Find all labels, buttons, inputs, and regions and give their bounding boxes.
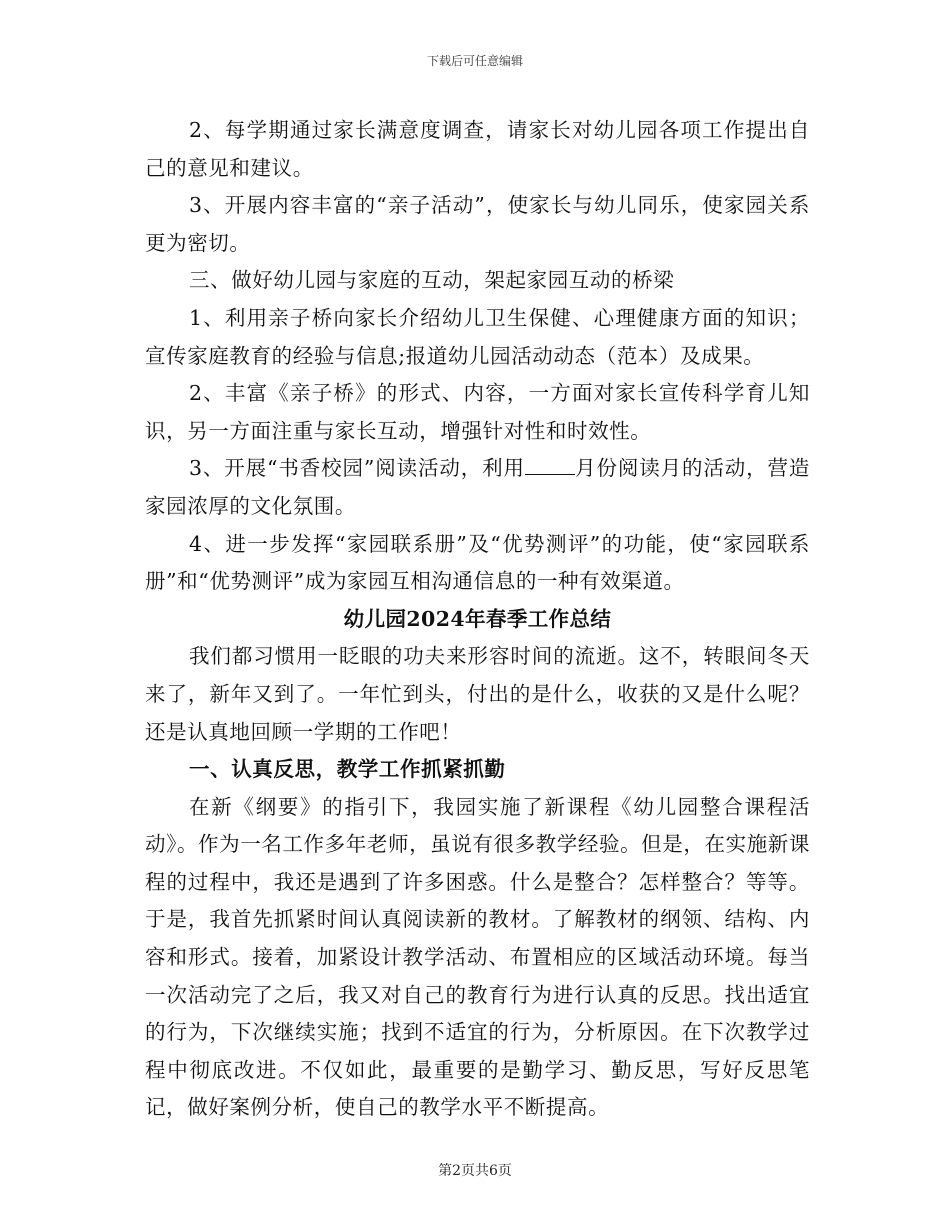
paragraph-parent-child-activity: 3、开展内容丰富的“亲子活动”，使家长与幼儿同乐，使家园关系更为密切。 bbox=[145, 193, 810, 255]
paragraph-qinziqiao-content: 2、丰富《亲子桥》的形式、内容，一方面对家长宣传科学育儿知识，另一方面注重与家长互动，增强针对性和时效性。 bbox=[145, 381, 810, 443]
document-body bbox=[145, 112, 810, 1127]
section-heading-interaction: 三、做好幼儿园与家庭的互动，架起家园互动的桥梁 bbox=[189, 268, 675, 293]
paragraph-reading-activity bbox=[145, 450, 810, 525]
reading-activity-text-before: 3、开展“书香校园”阅读活动，利用 bbox=[189, 456, 525, 481]
paragraph-intro: 我们都习惯用一眨眼的功夫来形容时间的流逝。这不，转眼间冬天来了，新年又到了。一年忙到头，付出的是什么，收获的又是什么呢？还是认真地回顾一学期的工作吧！ bbox=[145, 644, 810, 744]
paragraph-contact-book: 4、进一步发挥“家园联系册”及“优势测评”的功能，使“家园联系册”和“优势测评”成为家园互相沟通信息的一种有效渠道。 bbox=[145, 531, 810, 594]
paragraph-qinziqiao-intro: 1、利用亲子桥向家长介绍幼儿卫生保健、心理健康方面的知识；宣传家庭教育的经验与信息;报道幼儿园活动动态（范本）及成果。 bbox=[145, 305, 810, 368]
document-title: 幼儿园2024年春季工作总结 bbox=[343, 606, 612, 631]
paragraph-survey: 2、每学期通过家长满意度调查，请家长对幼儿园各项工作提出自己的意见和建议。 bbox=[145, 118, 810, 180]
page-header-note: 下载后可任意编辑 bbox=[426, 54, 523, 68]
page-number: 第2页共6页 bbox=[438, 1163, 512, 1179]
reading-activity-text-after: 月份阅读月的活动，营造家园浓厚的文化氛围。 bbox=[145, 456, 810, 518]
fill-in-blank bbox=[525, 458, 575, 475]
section-heading-reflection: 一、认真反思，教学工作抓紧抓勤 bbox=[189, 757, 506, 782]
paragraph-curriculum: 在新《纲要》的指引下，我园实施了新课程《幼儿园整合课程活动》。作为一名工作多年老师，虽说有很多教学经验。但是，在实施新课程的过程中，我还是遇到了许多困惑。什么是整合？怎样整合？等等。于是，我首先抓紧时间认真阅读新的教材。了解教材的纲领、结构、内容和形式。接着，加紧设计教学活动、布置相应的区域活动环境。每当一次活动完了之后，我又对自己的教育行为进行认真的反思。找出适宜的行为，下次继续实施；找到不适宜的行为，分析原因。在下次教学过程中彻底改进。不仅如此，最重要的是勤学习、勤反思，写好反思笔记，做好案例分析，使自己的教学水平不断提高。 bbox=[145, 794, 810, 1120]
